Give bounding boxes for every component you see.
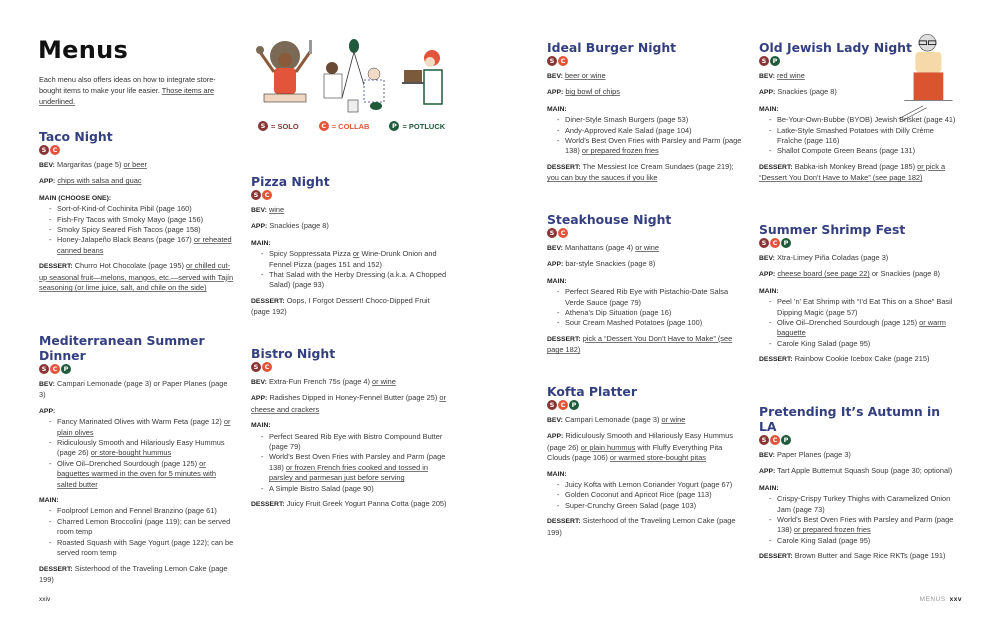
intro-text: [39, 74, 224, 107]
text-segment: Carole King Salad (page 95): [777, 338, 871, 348]
menu-section: [251, 296, 447, 318]
badge-s-icon: S: [759, 238, 769, 248]
menu-taco-night: [39, 129, 234, 333]
menu-section: [39, 406, 234, 490]
legend-item: [258, 121, 299, 131]
menu-section: [759, 286, 959, 349]
text-segment: Carole King Salad (page 95): [777, 535, 871, 545]
menu-old-jewish-lady-night: [759, 40, 959, 222]
store-bought-underlined: red wine: [776, 71, 805, 80]
text-segment: Margaritas (page 5): [56, 160, 124, 169]
dish-item: [557, 126, 743, 136]
badge-c-icon: C: [558, 400, 568, 410]
section-label: DESSERT:: [759, 356, 793, 364]
badge-p-icon: P: [61, 364, 71, 374]
section-label: DESSERT:: [547, 163, 581, 171]
dish-item: [49, 459, 234, 490]
dish-item: [557, 480, 743, 490]
text-segment: Shallot Compote Green Beans (page 131): [777, 146, 916, 156]
text-segment: Latke-Style Smashed Potatoes with Dilly Crème Fraîche (page 116): [777, 125, 934, 146]
section-label: APP:: [251, 223, 268, 231]
page-title: Menus: [38, 36, 129, 64]
badge-c-icon: C: [558, 228, 568, 238]
menu-pretending-its-autumn-in-la: [759, 404, 959, 576]
text-segment: Super-Crunchy Green Salad (page 103): [565, 500, 697, 510]
menu-section: [759, 450, 959, 461]
menu-badges: [39, 145, 234, 155]
store-bought-underlined: or prepared frozen fries: [581, 146, 659, 156]
dish-list: [759, 115, 959, 157]
menu-section: [251, 221, 447, 232]
dish-list: [251, 432, 447, 494]
text-segment: Campari Lemonade (page 3): [564, 415, 662, 424]
text-segment: Fancy Marinated Olives with Warm Feta (page 12): [57, 417, 224, 427]
dish-item: [769, 297, 959, 318]
store-bought-underlined: or store-bought hummus: [90, 448, 172, 458]
badge-c-icon: C: [770, 238, 780, 248]
text-segment: Roasted Squash with Sage Yogurt (page 122); can be served room temp: [57, 537, 234, 558]
dish-item: [769, 515, 959, 536]
badge-c-icon: C: [319, 121, 329, 131]
menu-section: [547, 276, 743, 329]
menu-section: [39, 160, 234, 171]
dish-item: [557, 308, 743, 318]
section-label: APP:: [547, 433, 564, 441]
menu-title: Taco Night: [39, 129, 113, 144]
dish-item: [769, 339, 959, 349]
badge-p-icon: P: [569, 400, 579, 410]
section-label: MENUS: [919, 596, 946, 603]
section-label: BEV:: [759, 452, 775, 459]
menu-section: [759, 71, 959, 82]
section-label: APP:: [39, 407, 56, 415]
badge-c-icon: C: [262, 190, 272, 200]
text-segment: Churro Hot Chocolate (page 195): [74, 261, 187, 271]
text-segment: Smoky Spicy Seared Fish Tacos (page 158): [57, 225, 201, 235]
dish-item: [557, 136, 743, 157]
text-segment: Radishes Dipped in Honey-Fennel Butter (page 25): [269, 393, 440, 403]
text-segment: Snackies (page 8): [777, 87, 837, 97]
column-4: [759, 40, 959, 576]
menu-title: Pretending It’s Autumn in LA: [759, 404, 941, 434]
dish-item: [261, 249, 447, 270]
section-label: APP:: [39, 178, 56, 186]
badge-p-icon: P: [389, 121, 399, 131]
text-segment: Manhattans (page 4): [564, 243, 636, 252]
dish-list: [39, 506, 234, 558]
text-segment: Juicy Kofta with Lemon Coriander Yogurt (page 67): [565, 480, 733, 490]
menu-section: [251, 420, 447, 494]
store-bought-underlined: cheese board (see page 22): [777, 269, 870, 279]
running-footer-right: [920, 596, 962, 603]
section-label: BEV:: [547, 417, 563, 424]
section-label: MAIN:: [251, 422, 271, 430]
menu-badges: [547, 400, 743, 410]
menu-badges: [759, 238, 959, 248]
store-bought-underlined: or pick a “Dessert You Don’t Have to Make” (see page 182): [759, 161, 946, 183]
solo-cook-illustration: [250, 38, 320, 110]
section-label: BEV:: [547, 245, 563, 252]
text-segment: Rainbow Cookie Icebox Cake (page 215): [794, 354, 930, 364]
section-label: APP:: [759, 89, 776, 97]
text-segment: Crispy-Crispy Turkey Thighs with Caramelized Onion Jam (page 73): [777, 494, 951, 514]
text-segment: Babka-ish Monkey Bread (page 185): [794, 161, 918, 171]
store-bought-underlined: Those items are underlined.: [39, 86, 215, 106]
menu-section: [251, 238, 447, 291]
store-bought-underlined: or plain olives: [57, 417, 231, 437]
menu-steakhouse-night: [547, 212, 743, 384]
legend-label: = POTLUCK: [402, 121, 446, 131]
store-bought-underlined: wine: [268, 205, 285, 214]
page-number-right: xxv: [949, 596, 962, 603]
menu-pizza-night: [251, 174, 447, 346]
section-label: APP:: [759, 468, 776, 476]
menu-section: [759, 466, 959, 477]
text-segment: Tart Apple Butternut Squash Soup (page 30; optional): [777, 466, 953, 476]
store-bought-underlined: chips with salsa and guac: [57, 176, 142, 186]
badge-s-icon: S: [251, 190, 261, 200]
badge-s-icon: S: [39, 145, 49, 155]
section-label: BEV:: [39, 162, 55, 169]
dish-item: [769, 126, 959, 147]
badge-c-icon: C: [50, 364, 60, 374]
column-2: [251, 174, 447, 523]
menu-section: [547, 87, 743, 98]
dish-item: [557, 115, 743, 125]
store-bought-underlined: or baguettes warmed in the oven for 5 minutes with salted butter: [57, 458, 216, 489]
text-segment: World’s Best Oven Fries with Parsley and Parm (page 138): [269, 452, 446, 472]
menu-section: [759, 104, 959, 157]
text-segment: Sour Cream Mashed Potatoes (page 100): [565, 318, 703, 328]
text-segment: Xtra-Limey Piña Coladas (page 3): [776, 253, 889, 262]
badge-s-icon: S: [39, 364, 49, 374]
menu-section: [759, 269, 959, 280]
menu-section: [39, 379, 234, 401]
menu-section: [251, 205, 447, 216]
dish-item: [49, 506, 234, 516]
store-bought-underlined: or wine: [635, 243, 660, 252]
store-bought-underlined: or: [352, 249, 360, 259]
text-segment: A Simple Bistro Salad (page 90): [269, 483, 374, 493]
dish-item: [769, 536, 959, 546]
menu-section: [251, 393, 447, 415]
menu-title: Kofta Platter: [547, 384, 637, 399]
store-bought-underlined: or wine: [661, 415, 686, 424]
store-bought-underlined: big bowl of chips: [565, 87, 620, 97]
menu-section: [759, 162, 959, 184]
text-segment: World’s Best Oven Fries with Parsley and Parm (page 138): [565, 136, 742, 156]
section-label: MAIN (CHOOSE ONE):: [39, 194, 112, 202]
dish-list: [39, 204, 234, 256]
menu-section: [39, 261, 234, 293]
badge-c-icon: C: [50, 145, 60, 155]
menu-title: Steakhouse Night: [547, 212, 672, 227]
section-label: DESSERT:: [759, 553, 793, 561]
text-segment: Foolproof Lemon and Fennel Branzino (page 61): [57, 506, 217, 516]
text-segment: World’s Best Oven Fries with Parsley and Parm (page 138): [777, 515, 954, 535]
menu-section: [759, 253, 959, 264]
text-segment: Be-Your-Own-Bubbe (BYOB) Jewish Brisket (page 41): [777, 115, 956, 125]
store-bought-underlined: or chilled cut-up seasonal fruit—melons, mangos, etc.—served with Tajín seasoning (or lime juice, salt, and chile on the side): [39, 261, 234, 293]
badge-c-icon: C: [262, 362, 272, 372]
menu-section: [759, 483, 959, 546]
menu-badges: [547, 228, 743, 238]
dish-list: [759, 494, 959, 546]
text-segment: with Fluffy Everything Pita Clouds (page 106): [547, 442, 723, 463]
section-label: BEV:: [251, 207, 267, 214]
legend-item: [319, 121, 370, 131]
store-bought-underlined: or cheese and crackers: [251, 393, 446, 414]
section-label: MAIN:: [251, 239, 271, 247]
section-label: MAIN:: [759, 287, 779, 295]
text-segment: Wine-Drunk Onion and Fennel Pizza (pages 151 and 152): [269, 249, 437, 269]
section-label: MAIN:: [759, 105, 779, 113]
text-segment: Peel ’n’ Eat Shrimp with “I’d Eat This on a Shoe” Basil Dipping Magic (page 57): [777, 297, 953, 317]
store-bought-underlined: or warm baguette: [777, 318, 946, 338]
dish-item: [261, 270, 447, 291]
menu-section: [547, 415, 743, 426]
section-label: BEV:: [759, 73, 775, 80]
text-segment: Perfect Seared Rib Eye with Pistachio-Date Salsa Verde Sauce (page 79): [565, 287, 729, 307]
text-segment: Ridiculously Smooth and Hilariously Easy Hummus (page 26): [57, 438, 225, 458]
badge-p-icon: P: [781, 435, 791, 445]
dish-list: [251, 249, 447, 291]
legend-item: [389, 121, 445, 131]
dish-item: [557, 501, 743, 511]
menu-section: [39, 495, 234, 558]
dish-item: [769, 115, 959, 125]
badge-legend: [258, 121, 445, 131]
badge-c-icon: C: [770, 435, 780, 445]
dish-item: [769, 146, 959, 156]
column-1: [39, 129, 234, 598]
collab-cooks-illustration: [318, 38, 388, 118]
text-segment: Charred Lemon Broccolini (page 119); can be served room temp: [57, 516, 231, 537]
text-segment: Golden Coconut and Apricot Rice (page 113): [565, 490, 712, 500]
section-label: MAIN:: [547, 277, 567, 285]
menu-section: [547, 431, 743, 463]
dish-item: [557, 490, 743, 500]
menu-ideal-burger-night: [547, 40, 743, 212]
menu-section: [759, 354, 959, 365]
text-segment: Each menu also offers ideas on how to integrate store-bought items to make your life easier.: [39, 75, 216, 95]
text-segment: Juicy Fruit Greek Yogurt Panna Cotta (page 205): [286, 499, 447, 509]
dish-item: [769, 318, 959, 339]
menu-section: [251, 377, 447, 388]
section-label: MAIN:: [547, 105, 567, 113]
section-label: APP:: [251, 395, 268, 403]
text-segment: Andy-Approved Kale Salad (page 104): [565, 125, 692, 135]
store-bought-underlined: you can buy the sauces if you like: [547, 173, 658, 183]
text-segment: Sisterhood of the Traveling Lemon Cake (page 199): [547, 516, 736, 537]
badge-p-icon: P: [781, 238, 791, 248]
menu-title: Bistro Night: [251, 346, 336, 361]
dish-item: [557, 287, 743, 308]
menu-badges: [39, 364, 234, 374]
dish-item: [49, 225, 234, 235]
menu-section: [547, 259, 743, 270]
section-label: DESSERT:: [547, 335, 581, 343]
page-number-left: xxiv: [39, 596, 51, 603]
menu-kofta-platter: [547, 384, 743, 551]
menu-section: [39, 176, 234, 187]
text-segment: Snackies (page 8): [269, 221, 329, 231]
dish-item: [49, 204, 234, 214]
menu-section: [759, 551, 959, 562]
column-3: [547, 40, 743, 551]
legend-label: = SOLO: [271, 121, 299, 131]
menu-section: [547, 162, 743, 184]
store-bought-underlined: or prepared frozen fries: [793, 525, 871, 535]
dish-item: [261, 452, 447, 483]
section-label: DESSERT:: [39, 263, 73, 271]
menu-badges: [759, 56, 959, 66]
section-label: DESSERT:: [39, 565, 73, 573]
badge-s-icon: S: [547, 228, 557, 238]
text-segment: or Snackies (page 8): [869, 269, 941, 279]
menu-title: Mediterranean Summer Dinner: [39, 333, 205, 363]
menu-title: Old Jewish Lady Night: [759, 40, 912, 55]
menu-badges: [759, 435, 959, 445]
section-label: DESSERT:: [547, 518, 581, 526]
dish-list: [547, 287, 743, 329]
text-segment: Honey-Jalapeño Black Beans (page 167): [57, 235, 194, 245]
menu-badges: [547, 56, 743, 66]
store-bought-underlined: or frozen French fries cooked and tossed in parsley and parmesan just before serving: [269, 462, 428, 483]
text-segment: Diner-Style Smash Burgers (page 53): [565, 115, 689, 125]
menu-section: [39, 564, 234, 586]
dish-item: [49, 438, 234, 459]
menu-section: [251, 499, 447, 510]
section-label: DESSERT:: [251, 501, 285, 509]
section-label: DESSERT:: [251, 297, 285, 305]
section-label: BEV:: [251, 379, 267, 386]
text-segment: Campari Lemonade (page 3) or Paper Planes (page 3): [39, 379, 228, 400]
badge-s-icon: S: [759, 435, 769, 445]
section-label: MAIN:: [39, 497, 59, 505]
section-label: APP:: [547, 89, 564, 97]
section-label: DESSERT:: [759, 163, 793, 171]
section-label: APP:: [547, 261, 564, 269]
dish-item: [261, 484, 447, 494]
text-segment: That Salad with the Herby Dressing (a.k.a. A Chopped Salad) (page 93): [269, 270, 447, 290]
store-bought-underlined: beer or wine: [564, 71, 606, 80]
dish-item: [49, 417, 234, 438]
section-label: BEV:: [759, 255, 775, 262]
text-segment: Paper Planes (page 3): [776, 450, 851, 459]
badge-p-icon: P: [770, 56, 780, 66]
store-bought-underlined: or wine: [372, 377, 396, 386]
menu-summer-shrimp-fest: [759, 222, 959, 404]
store-bought-underlined: pick a “Dessert You Don’t Have to Make” (see page 182): [547, 333, 733, 355]
legend-label: = COLLAB: [331, 121, 370, 131]
menu-bistro-night: [251, 346, 447, 523]
store-bought-underlined: or warmed store-bought pitas: [609, 453, 707, 463]
menu-badges: [251, 190, 447, 200]
text-segment: Athena’s Dip Situation (page 16): [565, 308, 672, 318]
text-segment: Spicy Soppressata Pizza: [269, 249, 353, 259]
store-bought-underlined: or plain hummus: [580, 442, 636, 452]
menu-section: [547, 516, 743, 538]
section-label: BEV:: [547, 73, 563, 80]
badge-c-icon: C: [558, 56, 568, 66]
menu-title: Pizza Night: [251, 174, 330, 189]
text-segment: Sort-of-Kind-of Cochinita Pibil (page 160): [57, 204, 192, 214]
dish-item: [769, 494, 959, 515]
dish-item: [49, 538, 234, 559]
text-segment: Brown Butter and Sage Rice RKTs (page 191): [794, 551, 946, 561]
text-segment: bar-style Snackies (page 8): [565, 259, 656, 269]
menu-section: [547, 334, 743, 356]
text-segment: Olive Oil–Drenched Sourdough (page 125): [57, 458, 200, 468]
dish-list: [759, 297, 959, 349]
badge-s-icon: S: [251, 362, 261, 372]
menu-section: [759, 87, 959, 98]
section-label: MAIN:: [759, 484, 779, 492]
text-segment: Extra-Fun French 75s (page 4): [268, 377, 373, 386]
section-label: BEV:: [39, 381, 55, 388]
badge-s-icon: S: [547, 400, 557, 410]
dish-item: [557, 318, 743, 328]
store-bought-underlined: or beer: [123, 160, 147, 169]
text-segment: Oops, I Forgot Dessert! Choco-Dipped Fruit (page 192): [251, 295, 430, 317]
section-label: APP:: [759, 271, 776, 279]
menu-title: Summer Shrimp Fest: [759, 222, 906, 237]
menu-badges: [251, 362, 447, 372]
menu-mediterranean-summer-dinner: [39, 333, 234, 598]
potluck-cook-illustration: [398, 46, 448, 108]
text-segment: Sisterhood of the Traveling Lemon Cake (page 199): [39, 563, 228, 584]
dish-list: [39, 417, 234, 490]
text-segment: Olive Oil–Drenched Sourdough (page 125): [777, 318, 920, 328]
menu-section: [547, 469, 743, 512]
badge-s-icon: S: [258, 121, 268, 131]
text-segment: Ridiculously Smooth and Hilariously Easy Hummus (page 26): [547, 431, 733, 452]
dish-list: [547, 115, 743, 157]
menu-section: [547, 243, 743, 254]
menu-section: [547, 71, 743, 82]
text-segment: Fish-Fry Tacos with Smoky Mayo (page 156): [57, 214, 204, 224]
text-segment: Perfect Seared Rib Eye with Bistro Compound Butter (page 79): [269, 431, 443, 452]
dish-item: [49, 215, 234, 225]
badge-s-icon: S: [759, 56, 769, 66]
menu-title: Ideal Burger Night: [547, 40, 677, 55]
dish-item: [49, 517, 234, 538]
dish-list: [547, 480, 743, 511]
dish-item: [261, 432, 447, 453]
store-bought-underlined: or reheated canned beans: [57, 235, 232, 255]
dish-item: [49, 235, 234, 256]
text-segment: The Messiest Ice Cream Sundaes (page 219);: [582, 161, 734, 171]
badge-s-icon: S: [547, 56, 557, 66]
section-label: MAIN:: [547, 470, 567, 478]
menu-section: [39, 193, 234, 256]
menu-section: [547, 104, 743, 157]
